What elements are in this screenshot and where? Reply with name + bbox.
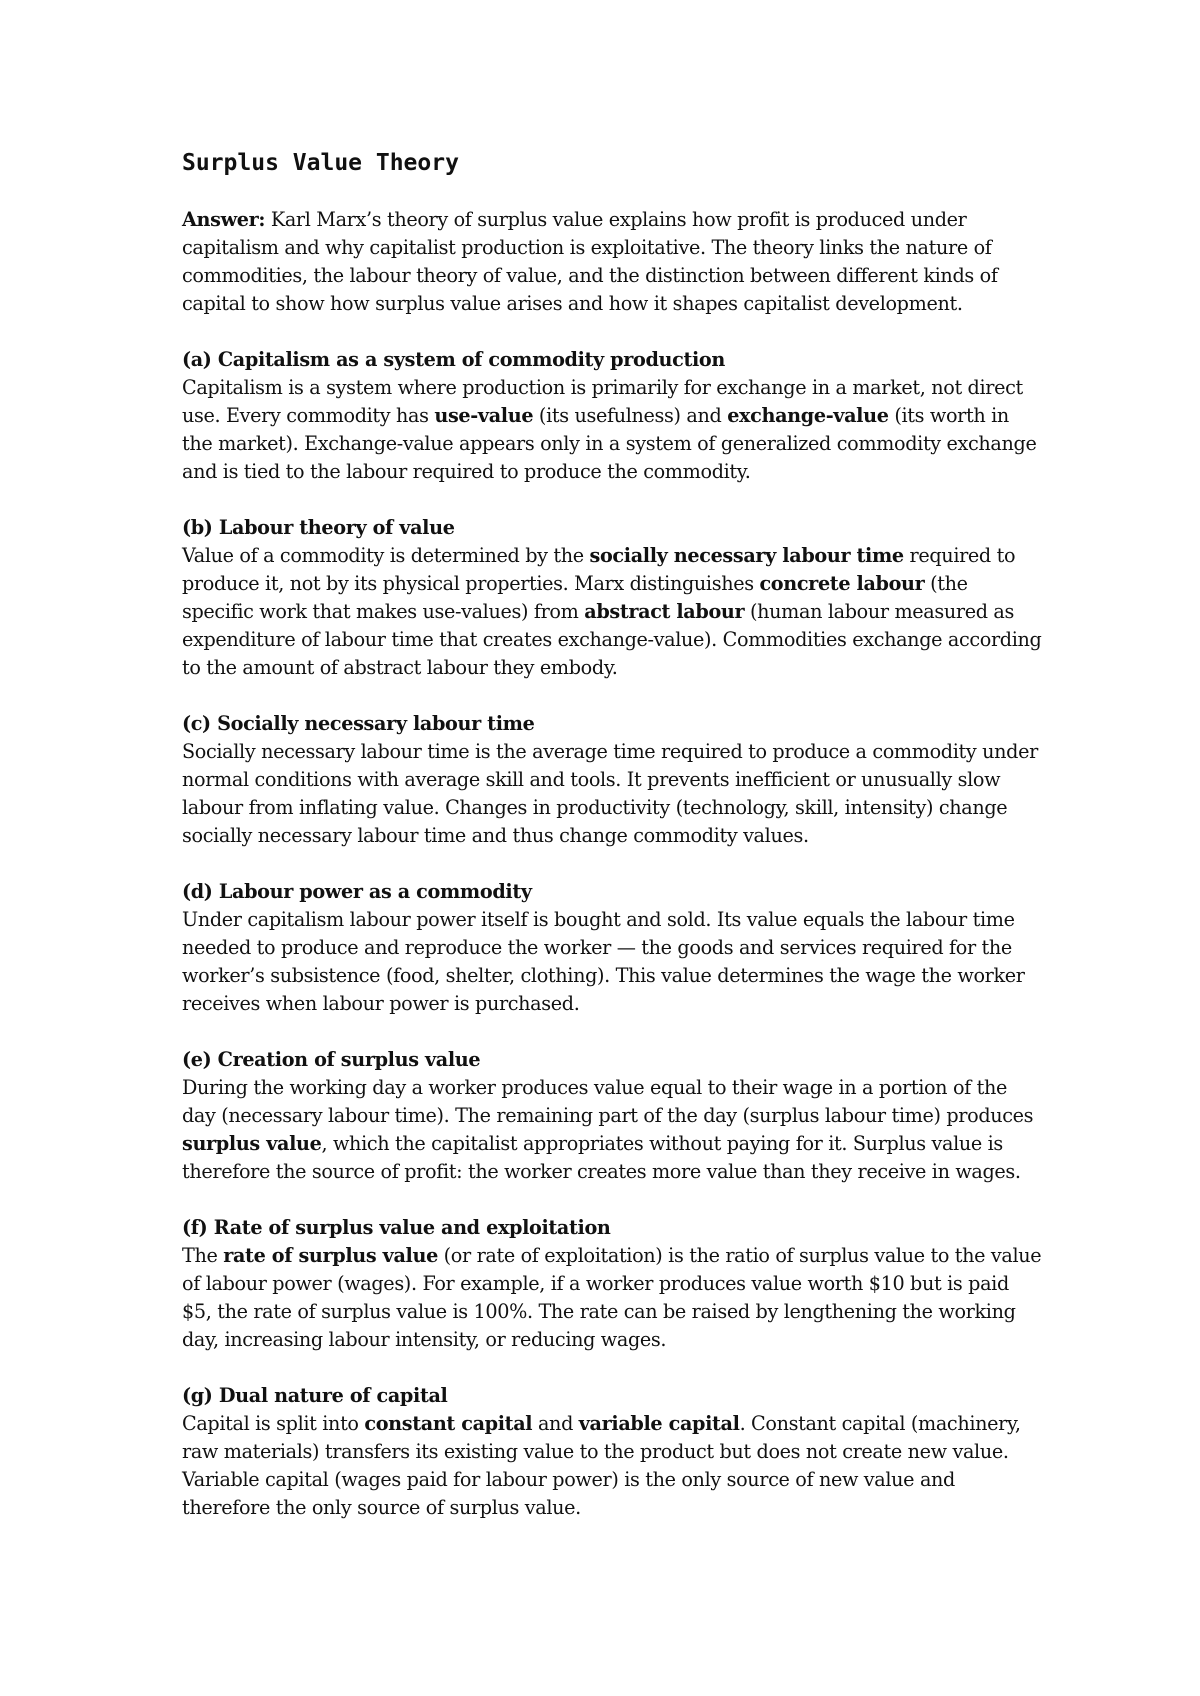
section-e-text-1: During the working day a worker produces value equal to their wage in a portion of the day (necessary labour time). The remaining part of the day (surplus labour time) produces bbox=[182, 1076, 1034, 1127]
section-f-text-1: The bbox=[182, 1244, 224, 1267]
section-e bbox=[182, 1046, 1042, 1186]
intro-paragraph bbox=[182, 206, 1042, 318]
section-d-body: Under capitalism labour power itself is bought and sold. Its value equals the labour time needed to produce and reproduce the worker — the goods and services required for the worker’s subsistence (food, shelter, clothing). This value determines the wage the worker receives when labour power is purchased. bbox=[182, 908, 1025, 1015]
section-d-heading: (d) Labour power as a commodity bbox=[182, 880, 532, 903]
intro-text: Karl Marx’s theory of surplus value explains how profit is produced under capitalism and why capitalist production is exploitative. The theory links the nature of commodities, the labour theory of value, and the distinction between different kinds of capital to show how surplus value arises and how it shapes capitalist development. bbox=[182, 208, 998, 315]
term-use-value: use-value bbox=[434, 404, 534, 427]
section-a bbox=[182, 346, 1042, 486]
section-c bbox=[182, 710, 1042, 850]
term-concrete-labour: concrete labour bbox=[759, 572, 925, 595]
section-a-text-3: (its worth in the market). Exchange-value appears only in a system of generalized commodity exchange and is tied to the labour required to produce the commodity. bbox=[182, 404, 1037, 483]
section-a-text-2: (its usefulness) and bbox=[533, 404, 728, 427]
section-f-body bbox=[182, 1242, 1042, 1354]
section-g-text-3: . Constant capital (machinery, raw materials) transfers its existing value to the product but does not create new value. Variable capital (wages paid for labour power) is the only source of new value and therefore the only source of surplus value. bbox=[182, 1412, 1021, 1519]
term-constant-capital: constant capital bbox=[364, 1412, 533, 1435]
section-d bbox=[182, 878, 1042, 1018]
section-b-text-2: required to produce it, not by its physical properties. Marx distinguishes bbox=[182, 544, 1016, 595]
section-e-heading: (e) Creation of surplus value bbox=[182, 1048, 481, 1071]
section-a-body bbox=[182, 374, 1042, 486]
section-f-text-2: (or rate of exploitation) is the ratio of surplus value to the value of labour power (wages). For example, if a worker produces value worth $10 but is paid $5, the rate of surplus value is 100%. The rate can be raised by lengthening the working day, increasing labour intensity, or reducing wages. bbox=[182, 1244, 1042, 1351]
term-exchange-value: exchange-value bbox=[727, 404, 889, 427]
answer-label: Answer: bbox=[182, 208, 266, 231]
section-c-heading: (c) Socially necessary labour time bbox=[182, 712, 535, 735]
section-b-text-4: (human labour measured as expenditure of labour time that creates exchange-value). Commodities exchange according to the amount of abstract labour they embody. bbox=[182, 600, 1042, 679]
section-b-text-3: (the specific work that makes use-values) from bbox=[182, 572, 968, 623]
term-socially-necessary-labour-time: socially necessary labour time bbox=[589, 544, 904, 567]
section-g-text-2: and bbox=[532, 1412, 579, 1435]
section-c-body: Socially necessary labour time is the average time required to produce a commodity under normal conditions with average skill and tools. It prevents inefficient or unusually slow labour from inflating value. Changes in productivity (technology, skill, intensity) change socially necessary labour time and thus change commodity values. bbox=[182, 740, 1038, 847]
section-b-heading: (b) Labour theory of value bbox=[182, 516, 455, 539]
term-rate-of-surplus-value: rate of surplus value bbox=[223, 1244, 438, 1267]
section-b-text-1: Value of a commodity is determined by the bbox=[182, 544, 590, 567]
section-b-body bbox=[182, 542, 1042, 682]
section-e-text-2: , which the capitalist appropriates without paying for it. Surplus value is therefore the source of profit: the worker creates more value than they receive in wages. bbox=[182, 1132, 1021, 1183]
term-surplus-value: surplus value bbox=[182, 1132, 322, 1155]
section-f bbox=[182, 1214, 1042, 1354]
term-abstract-labour: abstract labour bbox=[584, 600, 745, 623]
document-page bbox=[182, 146, 1042, 1522]
section-a-heading: (a) Capitalism as a system of commodity production bbox=[182, 348, 725, 371]
section-g bbox=[182, 1382, 1042, 1522]
section-g-body bbox=[182, 1410, 1042, 1522]
section-b bbox=[182, 514, 1042, 682]
term-variable-capital: variable capital bbox=[578, 1412, 740, 1435]
section-e-body bbox=[182, 1074, 1042, 1186]
section-f-heading: (f) Rate of surplus value and exploitation bbox=[182, 1216, 611, 1239]
section-g-heading: (g) Dual nature of capital bbox=[182, 1384, 448, 1407]
document-title: Surplus Value Theory bbox=[182, 150, 459, 176]
section-g-text-1: Capital is split into bbox=[182, 1412, 365, 1435]
section-a-text-1: Capitalism is a system where production is primarily for exchange in a market, not direct use. Every commodity has bbox=[182, 376, 1023, 427]
